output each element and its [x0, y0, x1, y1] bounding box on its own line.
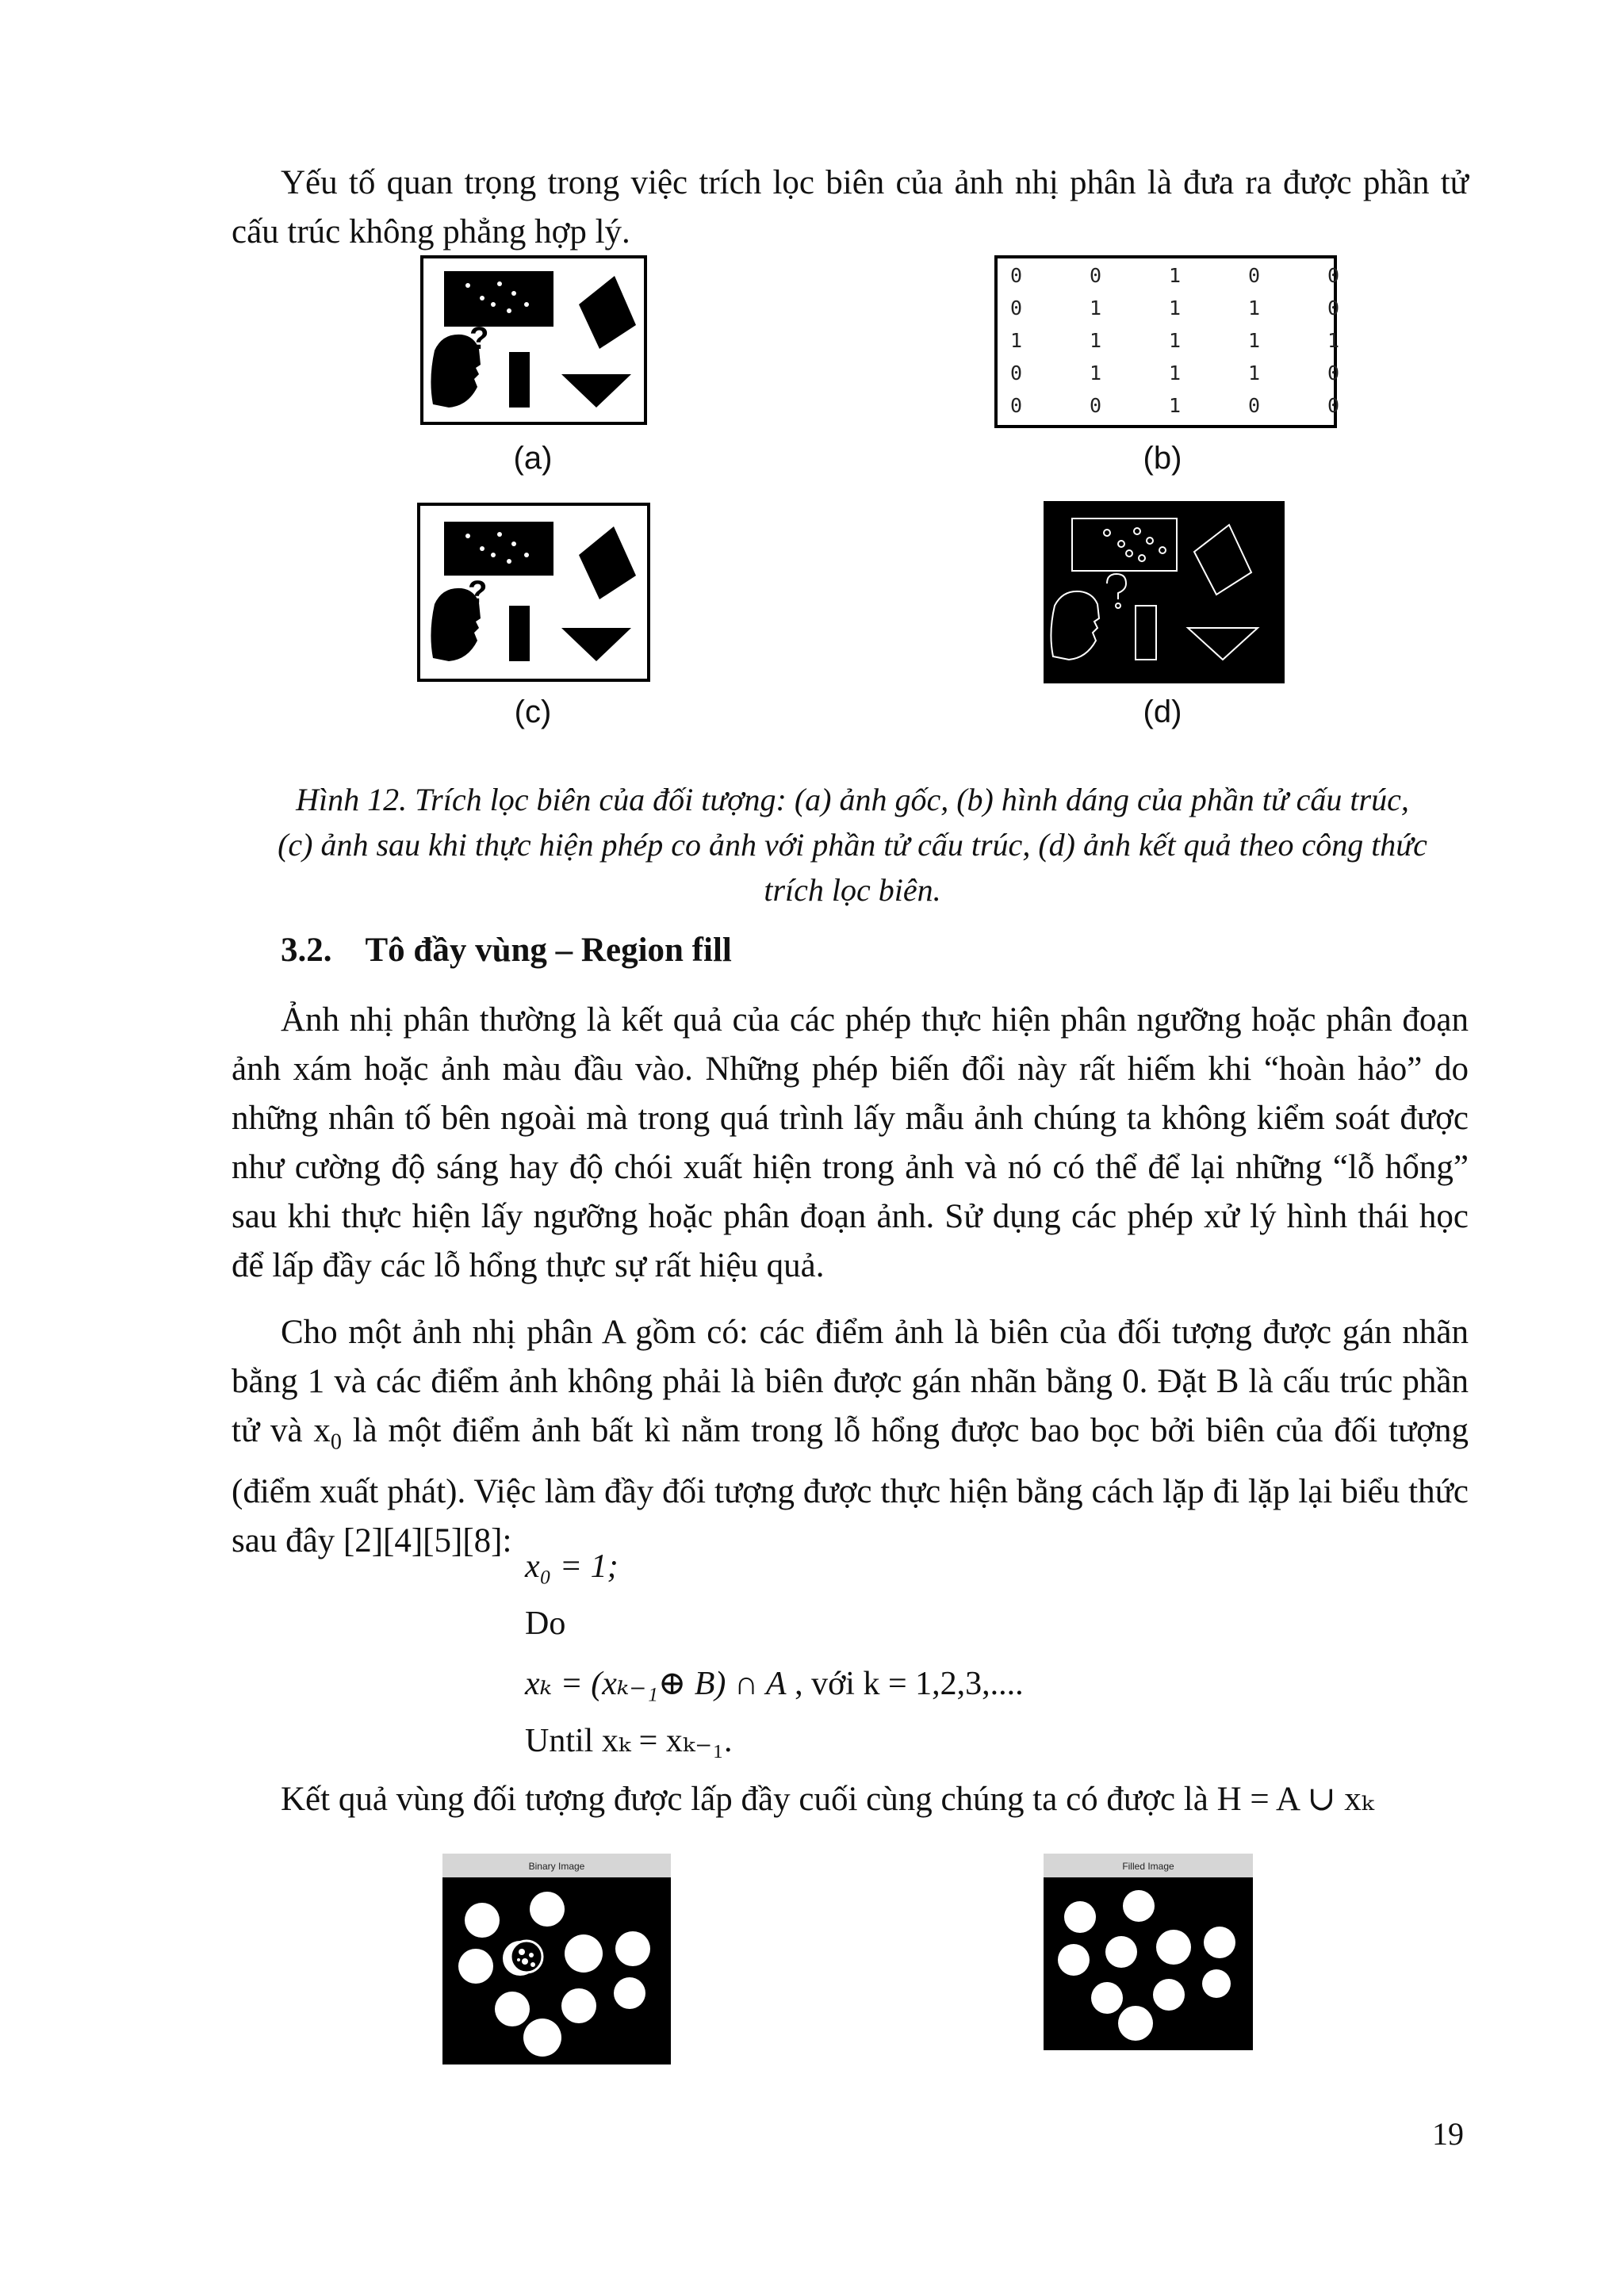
paragraph-1: Ảnh nhị phân thường là kết quả của các phép thực hiện phân ngưỡng hoặc phân đoạn ảnh xám hoặc ảnh màu đầu vào. Những phép biến đổi này rất hiếm khi “hoàn hảo” do những nhân tố bên ngoài mà trong quá trình lấy mẫu ảnh chúng ta không kiểm soát được như cường độ sáng hay độ chói xuất hiện trong ảnh và nó có thể để lại những “lỗ hổng” sau khi thực hiện lấy ngưỡng hoặc phân đoạn ảnh. Sử dụng các phép xử lý hình thái học để lấp đầy các lỗ hổng thực sự rất hiệu quả. [232, 1001, 1469, 1284]
result-text: Kết quả vùng đối tượng được lấp đầy cuối cùng chúng ta có được là H = A ∪ xₖ [281, 1781, 1374, 1818]
figure-d-boundary-result [1044, 501, 1285, 683]
matrix-cell: 1 [1327, 329, 1340, 352]
figure-caption-line-1: Hình 12. Trích lọc biên của đối tượng: (a) ảnh gốc, (b) hình dáng của phần tử cấu trúc, [296, 782, 1409, 817]
matrix-cell: 0 [1090, 264, 1102, 287]
algorithm-step-suffix: , với k = 1,2,3,.... [795, 1666, 1024, 1702]
svg-text:?: ? [468, 575, 488, 610]
matrix-cell: 0 [1010, 362, 1023, 385]
matrix-cell: 1 [1248, 362, 1261, 385]
matrix-cell: 1 [1090, 362, 1102, 385]
matrix-cell: 0 [1248, 394, 1261, 417]
matrix-cell: 0 [1010, 394, 1023, 417]
algorithm-step-formula: xₖ = (xₖ₋₁⊕ B) ∩ A [525, 1666, 787, 1702]
paragraph-2-part-2: là một điểm ảnh bất kì nằm trong lỗ hổng được bao bọc bởi biên của đối tượng (điểm xuất phát). Việc làm đầy đối tượng được thực hiện bằng cách lặp đi lặp lại biểu thức sau đây [2][4][5][8]: [232, 1412, 1469, 1559]
matrix-cell: 0 [1010, 264, 1023, 287]
matrix-cell: 1 [1169, 264, 1182, 287]
paragraph-2-subscript: 0 [330, 1429, 342, 1455]
figure-c-eroded-image [417, 503, 650, 682]
matrix-cell: 0 [1327, 297, 1340, 320]
matrix-cell: 1 [1090, 329, 1102, 352]
binary-image-figure [442, 1854, 671, 2064]
figure-b-structuring-element [994, 255, 1340, 428]
matrix-cell: 1 [1090, 297, 1102, 320]
intro-paragraph: Yếu tố quan trọng trong việc trích lọc biên của ảnh nhị phân là đưa ra được phần tử cấu trúc không phẳng hợp lý. [232, 164, 1469, 251]
matrix-cell: 1 [1248, 329, 1261, 352]
figure-a-original-image [420, 255, 647, 425]
figure-caption-line-3: trích lọc biên. [764, 872, 941, 908]
figure-caption-line-2: (c) ảnh sau khi thực hiện phép co ảnh với phần tử cấu trúc, (d) ảnh kết quả theo công thức [278, 827, 1427, 863]
svg-text:?: ? [469, 321, 489, 356]
algorithm-init: x₀ = 1; [525, 1548, 619, 1585]
matrix-cell: 1 [1169, 297, 1182, 320]
matrix-cell: 0 [1010, 297, 1023, 320]
algorithm-step [525, 1663, 1024, 1703]
section-heading [281, 931, 732, 970]
matrix-cell: 0 [1327, 264, 1340, 287]
figure-b-label: (b) [1143, 441, 1182, 476]
matrix-cell: 1 [1169, 362, 1182, 385]
section-title: Tô đầy vùng – Region fill [365, 932, 732, 969]
matrix-cell: 1 [1169, 329, 1182, 352]
figure-c-label: (c) [514, 695, 552, 729]
matrix-cell: 1 [1169, 394, 1182, 417]
paragraph-2-part-1: Cho một ảnh nhị phân A gồm có: các điểm ảnh là biên của đối tượng được gán nhãn bằng 1 và các điểm ảnh không phải là biên được gán nhãn bằng 0. Đặt B là cấu trúc phần tử và x [232, 1314, 1469, 1449]
matrix-cell: 1 [1010, 329, 1023, 352]
section-number: 3.2. [281, 932, 332, 969]
filled-image-title: Filled Image [1122, 1861, 1174, 1872]
algorithm-until: Until xₖ = xₖ₋₁. [525, 1723, 733, 1759]
matrix-cell: 0 [1327, 394, 1340, 417]
figure-a-label: (a) [513, 441, 553, 476]
algorithm-do: Do [525, 1605, 566, 1642]
matrix-cell: 0 [1327, 362, 1340, 385]
figure-d-label: (d) [1143, 695, 1182, 729]
paragraph-2 [232, 1308, 1469, 1566]
matrix-cell: 0 [1090, 394, 1102, 417]
matrix-cell: 0 [1248, 264, 1261, 287]
filled-image-figure [1044, 1854, 1253, 2050]
binary-image-title: Binary Image [528, 1861, 585, 1872]
matrix-cell: 1 [1248, 297, 1261, 320]
page-number: 19 [1432, 2116, 1464, 2152]
